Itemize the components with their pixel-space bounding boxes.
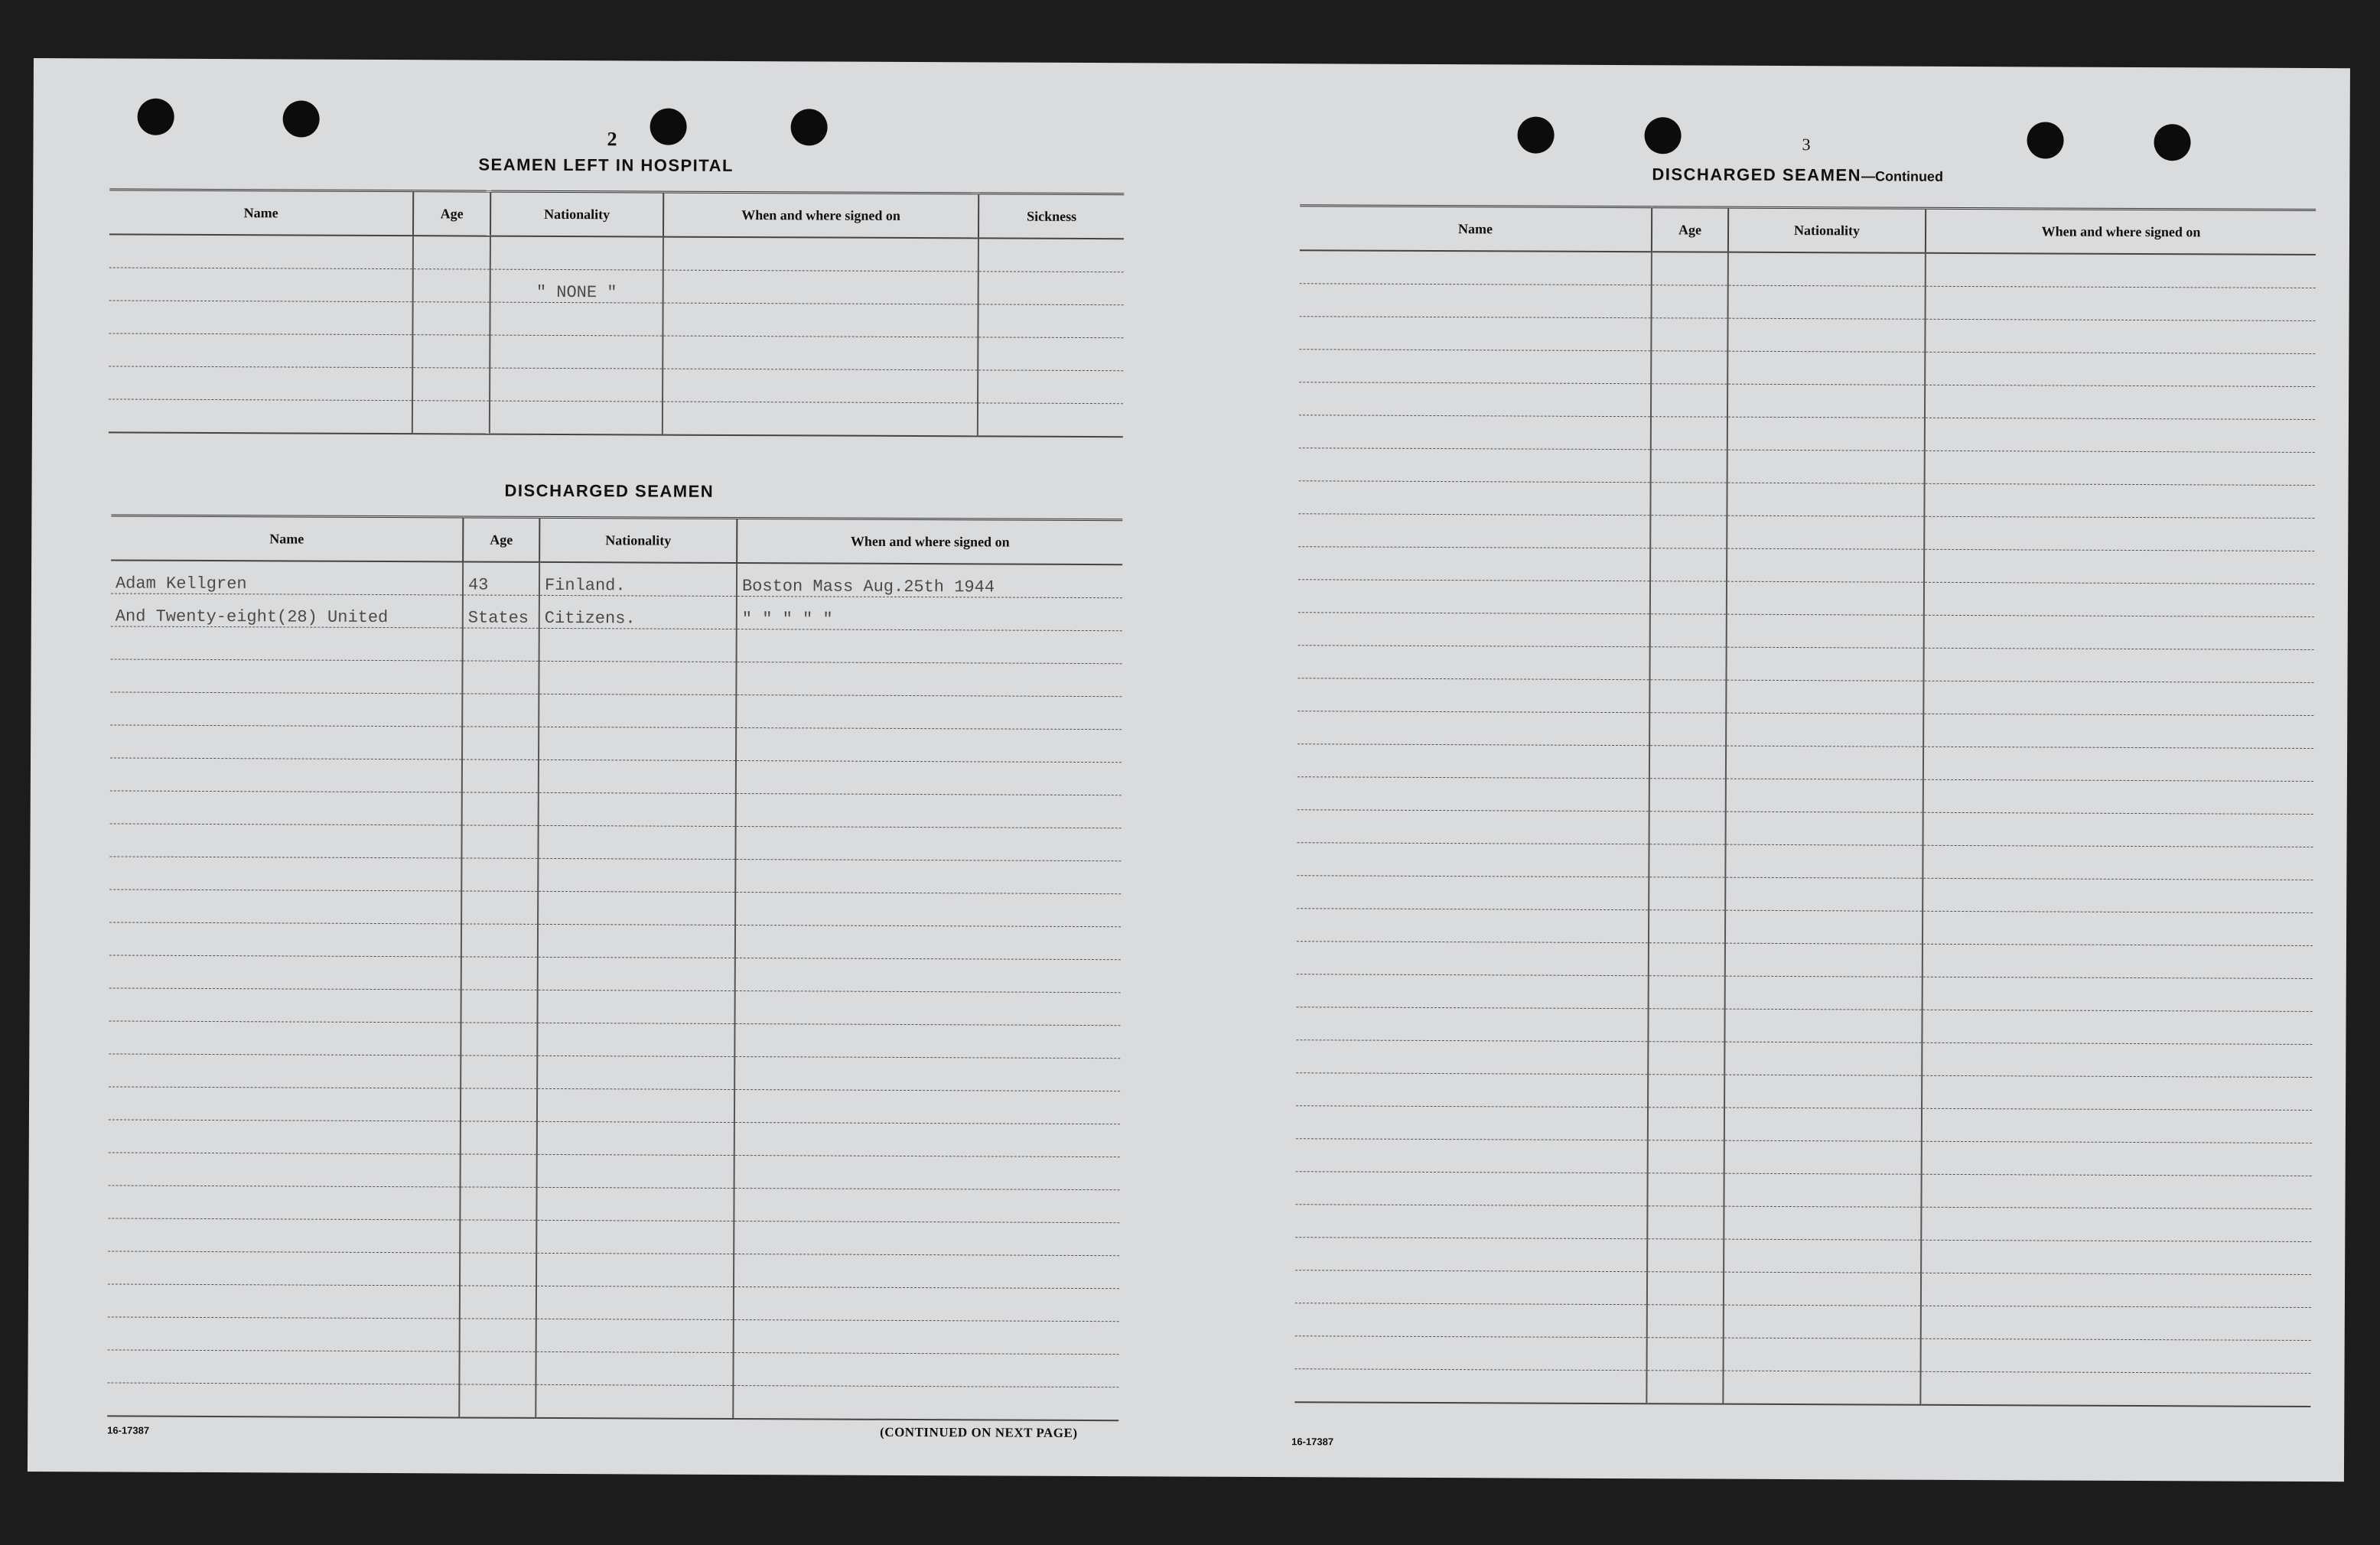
table-row bbox=[1299, 317, 2315, 354]
table-row bbox=[109, 922, 1121, 960]
table-row bbox=[1299, 415, 2315, 453]
column-header-name: Name bbox=[1300, 206, 1652, 252]
continued-note: (CONTINUED ON NEXT PAGE) bbox=[880, 1424, 1078, 1440]
seaman-signed-on: Boston Mass Aug.25th 1944 bbox=[737, 563, 1122, 598]
table-row bbox=[108, 1218, 1119, 1256]
seaman-signed-on: " " " " " bbox=[737, 597, 1122, 631]
column-header-nationality: Nationality bbox=[539, 517, 737, 563]
column-header-nationality: Nationality bbox=[1728, 207, 1926, 253]
table-row bbox=[109, 301, 1123, 338]
binder-hole bbox=[2154, 124, 2190, 161]
table-row bbox=[109, 399, 1123, 437]
ledger-sheet bbox=[28, 58, 2350, 1482]
table-row bbox=[1298, 547, 2314, 584]
column-header-age: Age bbox=[1652, 207, 1728, 252]
page-number: 2 bbox=[607, 128, 617, 151]
table-row bbox=[109, 988, 1121, 1026]
table-row bbox=[1297, 711, 2313, 749]
seaman-age: States bbox=[463, 595, 539, 628]
discharged-continued-title bbox=[1652, 164, 1943, 186]
table-row bbox=[1300, 250, 2316, 288]
table-row bbox=[110, 725, 1122, 763]
binder-hole bbox=[283, 100, 320, 137]
column-header-signed-on: When and where signed on bbox=[1926, 208, 2316, 255]
table-row bbox=[1297, 777, 2313, 815]
binder-hole bbox=[791, 109, 828, 145]
table-row bbox=[1300, 284, 2316, 321]
table-row bbox=[111, 626, 1122, 664]
table-row bbox=[111, 560, 1122, 597]
table-row bbox=[107, 1350, 1118, 1387]
binder-hole bbox=[138, 99, 174, 135]
form-number: 16-17387 bbox=[1291, 1436, 1334, 1448]
column-header-signed-on: When and where signed on bbox=[737, 519, 1122, 565]
table-row bbox=[111, 594, 1122, 631]
right-page bbox=[1175, 63, 2350, 1482]
table-row bbox=[1296, 1139, 2312, 1176]
table-row bbox=[107, 1383, 1118, 1420]
table-row bbox=[1297, 876, 2313, 913]
binder-hole bbox=[1517, 116, 1554, 153]
table-row bbox=[1298, 613, 2314, 650]
table-row bbox=[108, 1186, 1119, 1223]
table-row bbox=[1295, 1172, 2311, 1209]
table-row bbox=[1297, 646, 2313, 683]
table-row bbox=[1297, 843, 2313, 880]
table-row bbox=[1299, 448, 2315, 486]
table-row bbox=[110, 692, 1122, 730]
table-row bbox=[1299, 382, 2315, 420]
binder-hole bbox=[2027, 122, 2063, 158]
column-header-nationality: Nationality bbox=[490, 191, 663, 236]
table-row bbox=[110, 758, 1122, 795]
table-row bbox=[1295, 1270, 2311, 1308]
table-row bbox=[1298, 481, 2314, 519]
table-row bbox=[1295, 1336, 2311, 1374]
table-row bbox=[109, 824, 1121, 861]
table-row bbox=[108, 1284, 1119, 1322]
table-row bbox=[109, 955, 1121, 993]
hospital-table bbox=[109, 188, 1124, 437]
title-text: DISCHARGED SEAMEN bbox=[1652, 164, 1862, 185]
table-row bbox=[1295, 1303, 2311, 1341]
table-row bbox=[1296, 1040, 2312, 1078]
binder-hole bbox=[650, 109, 687, 145]
column-header-name: Name bbox=[109, 190, 413, 236]
column-header-sickness: Sickness bbox=[978, 194, 1124, 239]
table-row bbox=[1296, 1007, 2312, 1045]
table-row bbox=[108, 1251, 1119, 1289]
seaman-nationality: Citizens. bbox=[539, 595, 737, 629]
table-row bbox=[1294, 1369, 2310, 1407]
left-page bbox=[28, 58, 1135, 1476]
none-entry: " NONE " bbox=[490, 269, 663, 303]
table-row bbox=[109, 268, 1124, 305]
seaman-nationality: Finland. bbox=[539, 562, 737, 597]
table-row bbox=[1298, 580, 2314, 617]
table-row bbox=[109, 234, 1124, 272]
page-number: 3 bbox=[1802, 135, 1811, 154]
hospital-section-title: SEAMEN LEFT IN HOSPITAL bbox=[478, 154, 734, 175]
table-row bbox=[1297, 909, 2313, 946]
table-row bbox=[1298, 514, 2314, 551]
table-row bbox=[109, 1087, 1120, 1124]
table-row bbox=[1297, 678, 2313, 716]
table-row bbox=[1297, 744, 2313, 782]
table-row bbox=[109, 1153, 1120, 1190]
form-number: 16-17387 bbox=[107, 1424, 150, 1436]
table-row bbox=[1296, 1106, 2312, 1143]
table-row bbox=[109, 1021, 1120, 1059]
seaman-age: 43 bbox=[463, 561, 539, 595]
table-row bbox=[109, 890, 1121, 927]
table-row bbox=[110, 791, 1122, 828]
table-row bbox=[109, 1120, 1120, 1157]
table-row bbox=[1295, 1205, 2311, 1242]
title-suffix: —Continued bbox=[1861, 168, 1944, 184]
seaman-name: And Twenty-eight(28) United bbox=[111, 594, 463, 628]
discharged-section-title: DISCHARGED SEAMEN bbox=[504, 480, 715, 501]
discharged-table bbox=[107, 514, 1122, 1421]
discharged-continued-table bbox=[1294, 204, 2316, 1407]
column-header-name: Name bbox=[111, 516, 463, 562]
table-row bbox=[109, 366, 1123, 404]
table-row bbox=[1295, 1238, 2311, 1275]
seaman-name: Adam Kellgren bbox=[111, 560, 463, 595]
table-row bbox=[1297, 942, 2313, 979]
table-row bbox=[109, 1054, 1120, 1091]
binder-hole bbox=[1644, 117, 1681, 154]
table-row bbox=[1297, 974, 2313, 1012]
column-header-signed-on: When and where signed on bbox=[663, 192, 978, 238]
table-row bbox=[110, 659, 1122, 697]
table-row bbox=[109, 333, 1123, 371]
table-row bbox=[108, 1317, 1119, 1355]
table-row bbox=[109, 857, 1121, 894]
table-row bbox=[1296, 1073, 2312, 1111]
table-row bbox=[1297, 810, 2313, 847]
table-row bbox=[1299, 350, 2315, 387]
column-header-age: Age bbox=[413, 191, 490, 236]
column-header-age: Age bbox=[463, 517, 539, 562]
